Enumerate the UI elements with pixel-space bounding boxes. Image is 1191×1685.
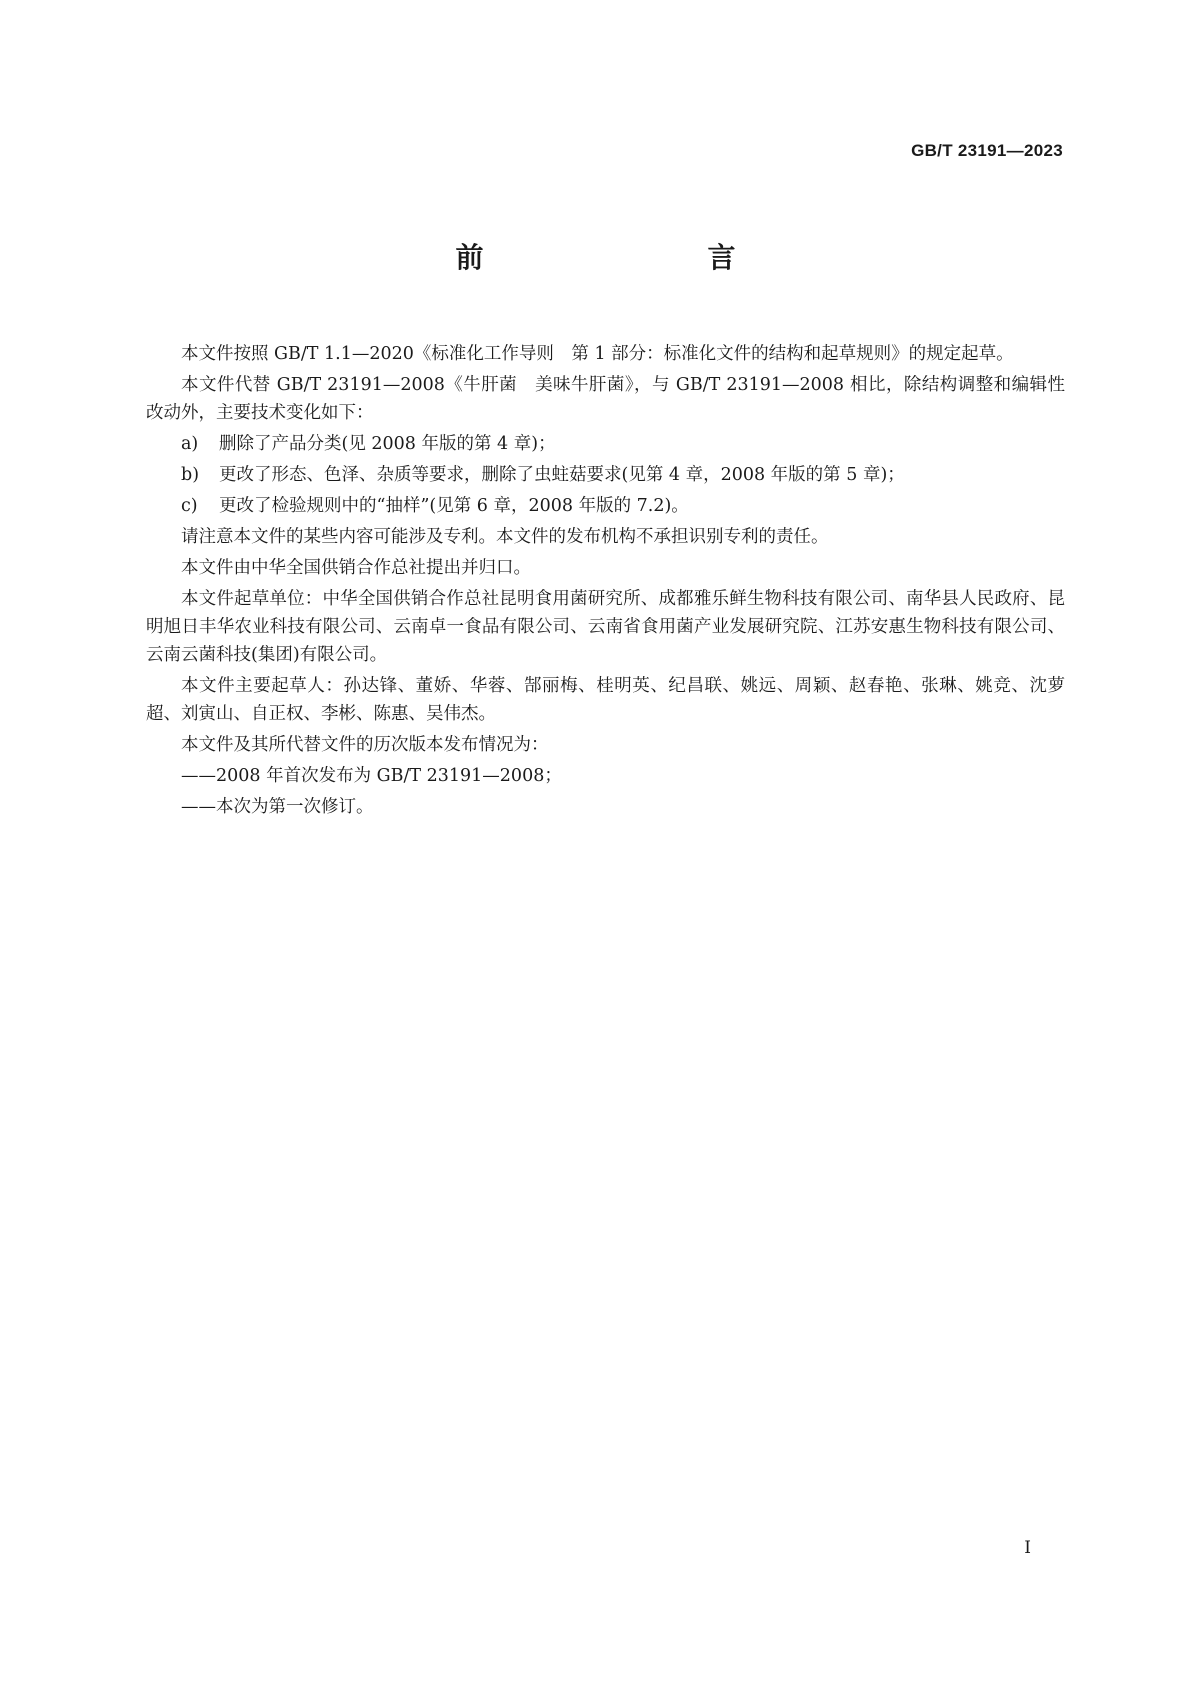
paragraph-drafting-rules: 本文件按照 GB/T 1.1—2020《标准化工作导则 第 1 部分：标准化文件的结构和起草规则》的规定起草。 xyxy=(181,344,1014,364)
list-text-b: 更改了形态、色泽、杂质等要求，删除了虫蛀菇要求(见第 4 章，2008 年版的第 5 章)； xyxy=(219,465,905,485)
list-text-a: 删除了产品分类(见 2008 年版的第 4 章)； xyxy=(219,434,556,454)
list-item-b xyxy=(146,461,1065,489)
foreword-body xyxy=(146,340,1065,824)
page-number: I xyxy=(1024,1538,1031,1558)
list-marker-c: c) xyxy=(181,496,198,516)
list-text-c: 更改了检验规则中的“抽样”(见第 6 章，2008 年版的 7.2)。 xyxy=(219,496,689,516)
list-marker-a: a) xyxy=(181,434,199,454)
standard-number: GB/T 23191—2023 xyxy=(911,141,1063,160)
list-item-a xyxy=(146,430,1065,458)
paragraph-replacement: 本文件代替 GB/T 23191—2008《牛肝菌 美味牛肝菌》，与 GB/T 23191—2008 相比，除结构调整和编辑性改动外，主要技术变化如下： xyxy=(146,375,1065,423)
page-title: 前 言 xyxy=(455,241,792,274)
history-item-2008: ——2008 年首次发布为 GB/T 23191—2008； xyxy=(181,766,562,786)
history-item-current: ——本次为第一次修订。 xyxy=(181,797,374,817)
paragraph-drafting-units: 本文件起草单位：中华全国供销合作总社昆明食用菌研究所、成都雅乐鲜生物科技有限公司、南华县人民政府、昆明旭日丰华农业科技有限公司、云南卓一食品有限公司、云南省食用菌产业发展研究院、江苏安惠生物科技有限公司、云南云菌科技(集团)有限公司。 xyxy=(146,589,1065,665)
paragraph-history-intro: 本文件及其所代替文件的历次版本发布情况为： xyxy=(181,735,549,755)
paragraph-drafters: 本文件主要起草人：孙达锋、董娇、华蓉、郜丽梅、桂明英、纪昌联、姚远、周颖、赵春艳、张琳、姚竞、沈萝超、刘寅山、自正权、李彬、陈惠、吴伟杰。 xyxy=(146,676,1065,724)
paragraph-patent-notice: 请注意本文件的某些内容可能涉及专利。本文件的发布机构不承担识别专利的责任。 xyxy=(181,527,829,547)
list-item-c xyxy=(146,492,1065,520)
list-marker-b: b) xyxy=(181,465,200,485)
paragraph-proposer: 本文件由中华全国供销合作总社提出并归口。 xyxy=(181,558,531,578)
